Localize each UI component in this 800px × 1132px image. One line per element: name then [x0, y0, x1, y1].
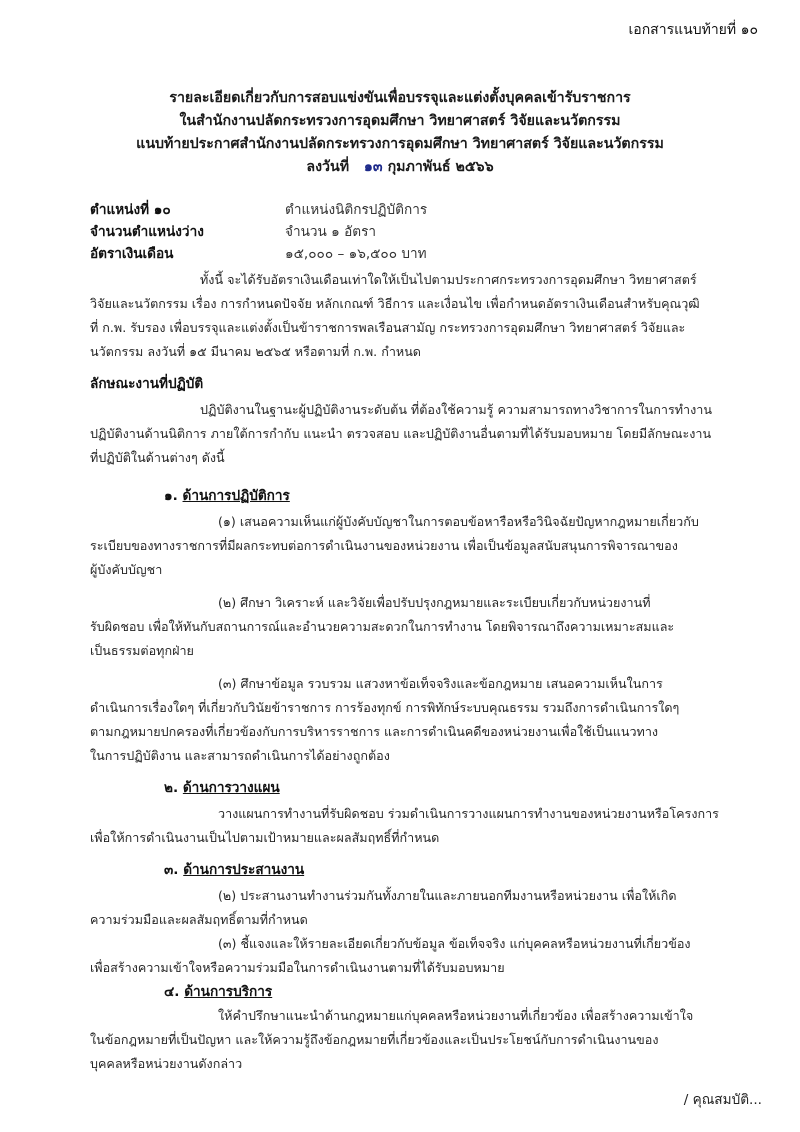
salary-note-line-2: วิจัยและนวัตกรรม เรื่อง การกำหนดปัจจัย หลักเกณฑ์ วิธีการ และเงื่อนไข เพื่อกำหนดอัตราเงินเดือนสำหรับคุณวุฒิ: [90, 296, 700, 311]
section-3-heading: [164, 860, 304, 880]
section-4-number: ๔.: [164, 984, 180, 1000]
section-1-item-1-line-3: ผู้บังคับบัญชา: [90, 562, 163, 577]
section-3-title: ด้านการประสานงาน: [183, 862, 305, 878]
position-number-label: ตำแหน่งที่ ๑๐: [90, 202, 171, 218]
section-3-item-2-line-2: เพื่อสร้างความเข้าใจหรือความร่วมมือในการดำเนินงานตามที่ได้รับมอบหมาย: [90, 960, 505, 975]
header-title-line-3: แนบท้ายประกาศสำนักงานปลัดกระทรวงการอุดมศึกษา วิทยาศาสตร์ วิจัยและนวัตกรรม: [136, 136, 664, 152]
section-2-number: ๒.: [164, 780, 179, 796]
section-1-item-3-line-3: ตามกฎหมายปกครองที่เกี่ยวข้องกับการบริหารราชการ และการดำเนินคดีของหน่วยงานเพื่อใช้เป็นแนวทาง: [90, 724, 659, 739]
job-nature-intro-1: ปฏิบัติงานในฐานะผู้ปฏิบัติงานระดับต้น ที่ต้องใช้ความรู้ ความสามารถทางวิชาการในการทำงาน: [200, 402, 712, 417]
header-date: [0, 157, 800, 177]
section-4-item-1-line-1: ให้คำปรึกษาแนะนำด้านกฎหมายแก่บุคคลหรือหน่วยงานที่เกี่ยวข้อง เพื่อสร้างความเข้าใจ: [218, 1008, 694, 1023]
section-4-title: ด้านการบริการ: [184, 984, 273, 1000]
header-title-line-2: ในสำนักงานปลัดกระทรวงการอุดมศึกษา วิทยาศาสตร์ วิจัยและนวัตกรรม: [179, 113, 621, 129]
section-4-item-1-line-2: ในข้อกฎหมายที่เป็นปัญหา และให้ความรู้ถึงข้อกฎหมายที่เกี่ยวข้องและเป็นประโยชน์กับการดำเนินงานของ: [90, 1032, 659, 1047]
salary-value: ๑๕,๐๐๐ – ๑๖,๕๐๐ บาท: [285, 246, 427, 262]
date-month-year: กุมภาพันธ์ ๒๕๖๖: [387, 159, 494, 175]
section-1-item-3-line-2: ดำเนินการเรื่องใดๆ ที่เกี่ยวกับวินัยข้าราชการ การร้องทุกข์ การพิทักษ์ระบบคุณธรรม รวมถึงการดำเนินการใดๆ: [90, 700, 680, 715]
header-title-line-1: รายละเอียดเกี่ยวกับการสอบแข่งขันเพื่อบรรจุและแต่งตั้งบุคคลเข้ารับราชการ: [169, 90, 631, 106]
section-1-item-2-line-2: รับผิดชอบ เพื่อให้ทันกับสถานการณ์และอำนวยความสะดวกในการทำงาน โดยพิจารณาถึงความเหมาะสมและ: [90, 619, 675, 634]
salary-label: อัตราเงินเดือน: [90, 246, 174, 262]
section-3-item-1-line-1: (๒) ประสานงานทำงานร่วมกันทั้งภายในและภายนอกทีมงานหรือหน่วยงาน เพื่อให้เกิด: [218, 888, 677, 903]
vacancy-count-label: จำนวนตำแหน่งว่าง: [90, 224, 204, 240]
section-1-heading: [164, 486, 290, 506]
continuation-footer: / คุณสมบัติ...: [683, 1092, 762, 1108]
section-1-title: ด้านการปฏิบัติการ: [182, 488, 290, 504]
section-1-number: ๑.: [164, 488, 178, 504]
job-nature-heading: ลักษณะงานที่ปฏิบัติ: [90, 376, 204, 392]
section-2-heading: [164, 778, 280, 798]
salary-note-line-1: ทั้งนี้ จะได้รับอัตราเงินเดือนเท่าใดให้เป็นไปตามประกาศกระทรวงการอุดมศึกษา วิทยาศาสตร์: [200, 272, 697, 287]
section-3-number: ๓.: [164, 862, 179, 878]
date-day: ๑๓: [363, 159, 383, 175]
section-1-item-2-line-1: (๒) ศึกษา วิเคราะห์ และวิจัยเพื่อปรับปรุงกฎหมายและระเบียบเกี่ยวกับหน่วยงานที่: [218, 595, 651, 610]
section-3-item-2-line-1: (๓) ชี้แจงและให้รายละเอียดเกี่ยวกับข้อมูล ข้อเท็จจริง แก่บุคคลหรือหน่วยงานที่เกี่ยวข้อง: [218, 936, 691, 951]
section-1-item-2-line-3: เป็นธรรมต่อทุกฝ่าย: [90, 643, 194, 658]
date-prefix: ลงวันที่: [306, 159, 350, 175]
position-title-value: ตำแหน่งนิติกรปฏิบัติการ: [285, 202, 428, 218]
section-1-item-1-line-2: ระเบียบของทางราชการที่มีผลกระทบต่อการดำเนินงานของหน่วยงาน เพื่อเป็นข้อมูลสนับสนุนการพิจารณาของ: [90, 538, 678, 553]
section-3-item-1-line-2: ความร่วมมือและผลสัมฤทธิ์ตามที่กำหนด: [90, 912, 308, 927]
section-2-title: ด้านการวางแผน: [182, 780, 280, 796]
section-4-item-1-line-3: บุคคลหรือหน่วยงานดังกล่าว: [90, 1056, 243, 1071]
section-2-item-1-line-2: เพื่อให้การดำเนินงานเป็นไปตามเป้าหมายและผลสัมฤทธิ์ที่กำหนด: [90, 830, 440, 845]
salary-note-line-4: นวัตกรรม ลงวันที่ ๑๕ มีนาคม ๒๕๖๕ หรือตามที่ ก.พ. กำหนด: [90, 344, 421, 359]
section-1-item-1-line-1: (๑) เสนอความเห็นแก่ผู้บังคับบัญชาในการตอบข้อหารือหรือวินิจฉัยปัญหากฎหมายเกี่ยวกับ: [218, 514, 699, 529]
job-nature-intro-2: ปฏิบัติงานด้านนิติการ ภายใต้การกำกับ แนะนำ ตรวจสอบ และปฏิบัติงานอื่นตามที่ได้รับมอบหมาย โดยมีลักษณะงาน: [90, 426, 712, 441]
section-4-heading: [164, 982, 272, 1002]
salary-note-line-3: ที่ ก.พ. รับรอง เพื่อบรรจุและแต่งตั้งเป็นข้าราชการพลเรือนสามัญ กระทรวงการอุดมศึกษา วิทยาศาสตร์ วิจัยและ: [90, 320, 686, 335]
vacancy-count-value: จำนวน ๑ อัตรา: [285, 224, 377, 240]
job-nature-intro-3: ที่ปฏิบัติในด้านต่างๆ ดังนี้: [90, 450, 225, 465]
attachment-label: เอกสารแนบท้ายที่ ๑๐: [628, 22, 758, 38]
section-2-item-1-line-1: วางแผนการทำงานที่รับผิดชอบ ร่วมดำเนินการวางแผนการทำงานของหน่วยงานหรือโครงการ: [218, 806, 719, 821]
section-1-item-3-line-4: ในการปฏิบัติงาน และสามารถดำเนินการได้อย่างถูกต้อง: [90, 748, 390, 763]
section-1-item-3-line-1: (๓) ศึกษาข้อมูล รวบรวม แสวงหาข้อเท็จจริงและข้อกฎหมาย เสนอความเห็นในการ: [218, 676, 663, 691]
